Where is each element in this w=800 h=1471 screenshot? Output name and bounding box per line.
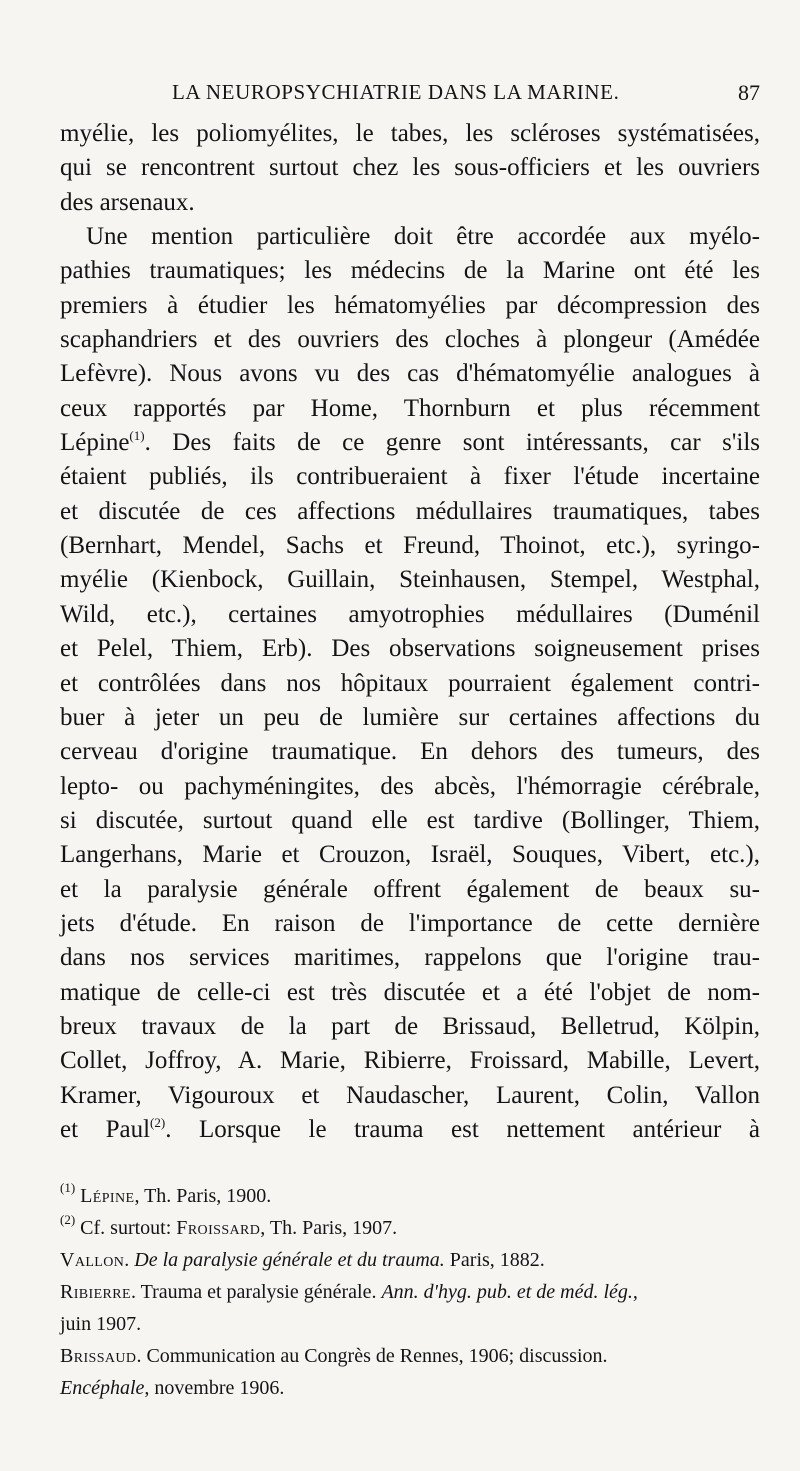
footnote-2 xyxy=(60,1212,760,1244)
text-line: myélie (Kienbock, Guillain, Steinhausen, Stempel, Westphal, xyxy=(60,566,760,594)
footnote-text: . Trauma et paralysie générale. xyxy=(130,1281,382,1303)
footnote-5 xyxy=(60,1340,760,1372)
text-line: Lefèvre). Nous avons vu des cas d'hématomyélie analogues à xyxy=(60,360,760,388)
footnote-5-continued xyxy=(60,1372,760,1404)
text-line: dans nos services maritimes, rappelons que l'origine trau- xyxy=(60,944,760,972)
note-ref-2: (2) xyxy=(150,1114,166,1130)
text-line: cerveau d'origine traumatique. En dehors des tumeurs, des xyxy=(60,738,760,766)
text-line: pathies traumatiques; les médecins de la Marine ont été les xyxy=(60,257,760,285)
text-line: jets d'étude. En raison de l'importance de cette dernière xyxy=(60,909,760,937)
text-line: myélie, les poliomyélites, le tabes, les scléroses systématisées, xyxy=(60,120,760,147)
text-line: Une mention particulière doit être accordée aux myélo- xyxy=(86,223,760,251)
footnote-text: . xyxy=(124,1249,135,1271)
text-line: Langerhans, Marie et Crouzon, Israël, Souques, Vibert, etc.), xyxy=(60,841,760,869)
running-title: LA NEUROPSYCHIATRIE DANS LA MARINE. xyxy=(172,80,620,104)
text-line: matique de celle-ci est très discutée et a été l'objet de nom- xyxy=(60,978,760,1006)
text-line: si discutée, surtout quand elle est tardive (Bollinger, Thiem, xyxy=(60,806,760,834)
body-text xyxy=(60,117,760,1147)
footnote-4-continued: juin 1907. xyxy=(60,1313,142,1335)
text-fragment: . Des faits de ce genre sont intéressants, car s'ils xyxy=(144,429,760,457)
text-line: buer à jeter un peu de lumière sur certaines affections du xyxy=(60,703,760,731)
footnote-text: , Th. Paris, 1907. xyxy=(260,1217,398,1239)
text-fragment: et Paul xyxy=(60,1115,151,1143)
running-header xyxy=(60,80,760,114)
text-line-with-note xyxy=(60,1113,760,1147)
text-fragment: Lépine xyxy=(60,429,130,457)
footnotes xyxy=(60,1180,760,1404)
footnote-author: Ribierre xyxy=(60,1281,131,1303)
footnote-author: Lépine xyxy=(80,1185,135,1207)
text-line-with-note xyxy=(60,426,760,460)
text-fragment: . Lorsque le trauma est nettement antérieur à xyxy=(165,1115,760,1143)
text-line: ceux rapportés par Home, Thornburn et plus récemment xyxy=(60,394,760,422)
text-line: et contrôlées dans nos hôpitaux pourraient également contri- xyxy=(60,669,760,697)
text-line: des arsenaux. xyxy=(60,188,195,216)
text-line: lepto- ou pachyméningites, des abcès, l'hémorragie cérébrale, xyxy=(60,772,760,800)
footnote-1 xyxy=(60,1180,760,1212)
footnote-3 xyxy=(60,1244,760,1276)
footnote-journal: Encéphale xyxy=(60,1377,145,1399)
footnote-author: Froissard xyxy=(176,1217,261,1239)
footnote-4 xyxy=(60,1276,760,1308)
footnote-text: Cf. surtout: xyxy=(80,1217,177,1239)
text-line: premiers à étudier les hématomyélies par décompression des xyxy=(60,291,760,319)
text-line: et discutée de ces affections médullaires traumatiques, tabes xyxy=(60,497,760,525)
text-line: et la paralysie générale offrent également de beaux su- xyxy=(60,875,760,903)
footnote-text: , xyxy=(632,1281,638,1303)
footnote-author: Brissaud xyxy=(60,1345,137,1367)
footnote-text: , Th. Paris, 1900. xyxy=(134,1185,272,1207)
footnote-title: De la paralysie générale et du trauma. xyxy=(134,1249,445,1271)
text-line: Kramer, Vigouroux et Naudascher, Laurent, Colin, Vallon xyxy=(60,1081,760,1109)
footnote-text: , novembre 1906. xyxy=(144,1377,285,1399)
footnote-text: . Communication au Congrès de Rennes, 1906; discussion. xyxy=(136,1345,608,1367)
note-ref-1: (1) xyxy=(129,428,145,444)
footnote-mark: (2) xyxy=(60,1212,76,1227)
text-line: étaient publiés, ils contribueraient à fixer l'étude incertaine xyxy=(60,463,760,491)
text-line: qui se rencontrent surtout chez les sous-officiers et les ouvriers xyxy=(60,154,760,182)
text-line: breux travaux de la part de Brissaud, Belletrud, Kölpin, xyxy=(60,1012,760,1040)
footnote-mark: (1) xyxy=(60,1180,76,1195)
text-line: Wild, etc.), certaines amyotrophies médullaires (Duménil xyxy=(60,600,760,628)
page-number: 87 xyxy=(738,80,760,105)
footnote-text: Paris, 1882. xyxy=(444,1249,545,1271)
text-line: Collet, Joffroy, A. Marie, Ribierre, Froissard, Mabille, Levert, xyxy=(60,1047,760,1075)
text-line: et Pelel, Thiem, Erb). Des observations soigneusement prises xyxy=(60,635,760,663)
footnote-author: Vallon xyxy=(60,1249,125,1271)
text-line: (Bernhart, Mendel, Sachs et Freund, Thoinot, etc.), syringo- xyxy=(60,532,760,560)
footnote-journal: Ann. d'hyg. pub. et de méd. lég. xyxy=(381,1281,633,1303)
text-line: scaphandriers et des ouvriers des cloches à plongeur (Amédée xyxy=(60,326,760,354)
